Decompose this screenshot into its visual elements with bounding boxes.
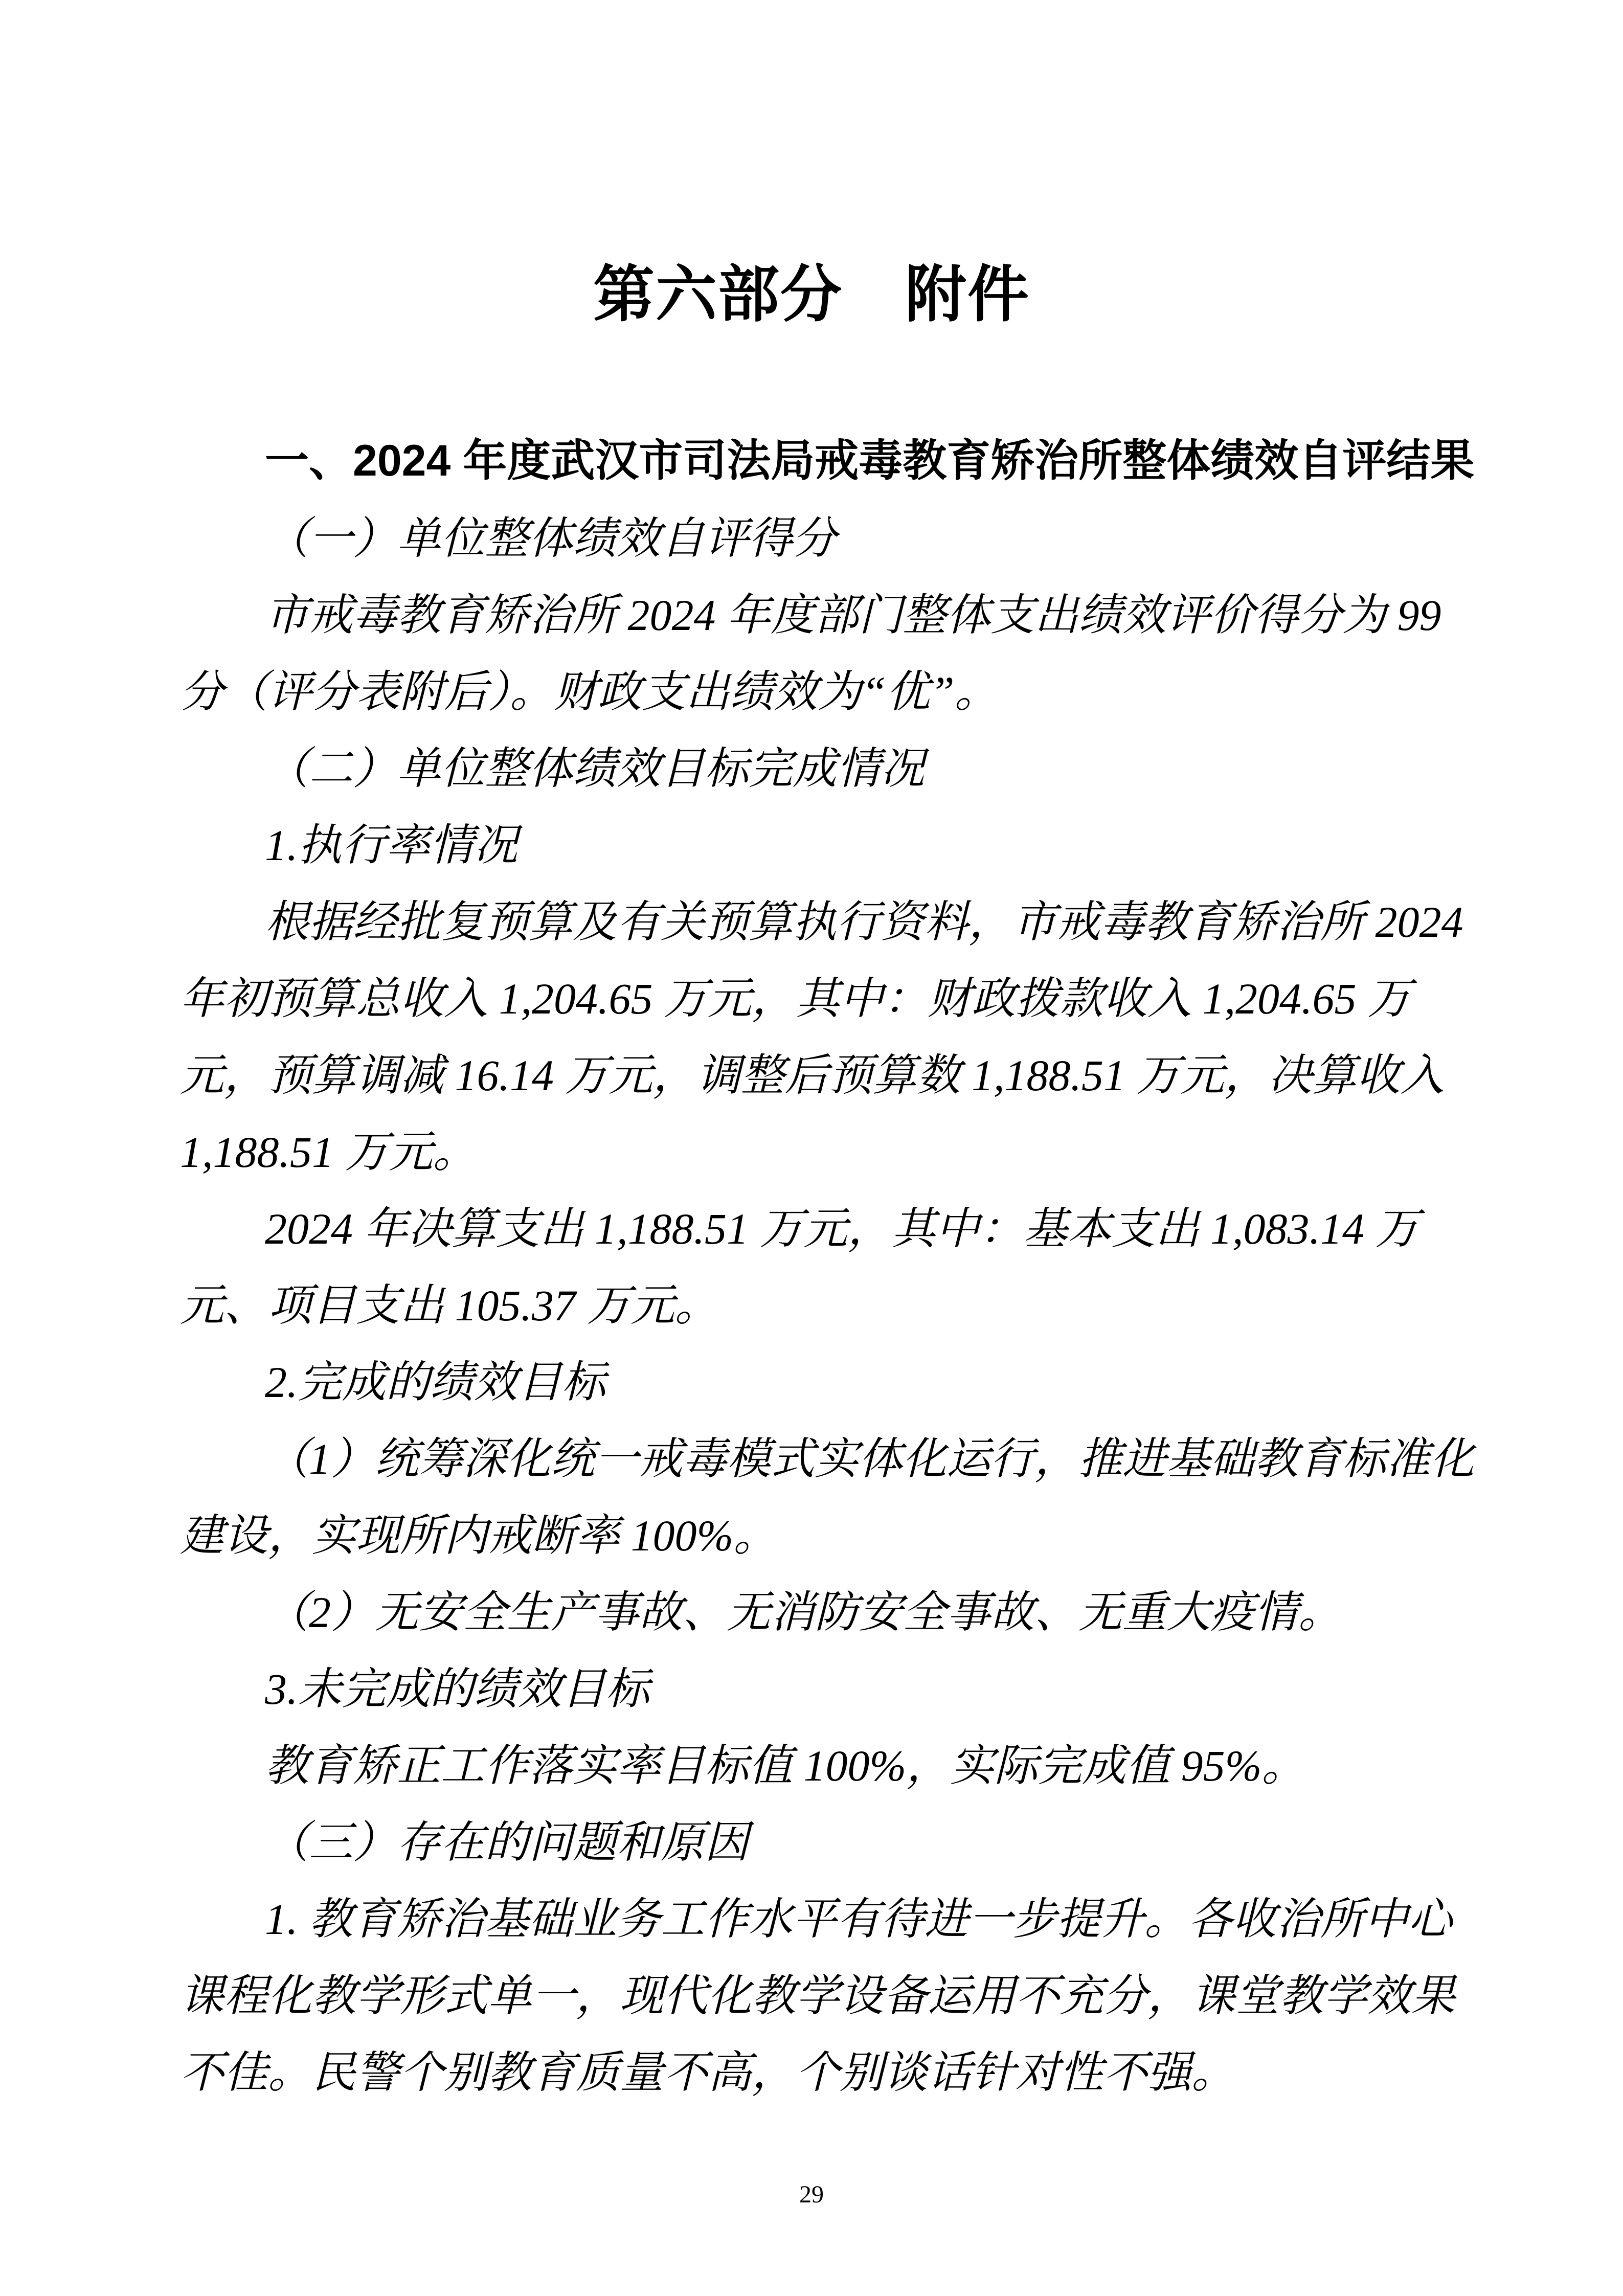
text-line: （一）单位整体绩效自评得分 (265, 514, 837, 563)
text-line: 不佳。民警个别教育质量不高，个别谈话针对性不强。 (180, 2048, 1235, 2097)
text-line: （二）单位整体绩效目标完成情况 (265, 744, 925, 793)
text-line: 2.完成的绩效目标 (265, 1358, 606, 1407)
text-line: 建设，实现所内戒断率 100%。 (180, 1511, 778, 1560)
text-line: 1. 教育矫治基础业务工作水平有待进一步提升。各收治所中心 (265, 1895, 1452, 1944)
text-line: 分（评分表附后）。财政支出绩效为“优”。 (180, 667, 999, 716)
page-title: 第六部分 附件 (593, 260, 1030, 329)
text-line: 1,188.51 万元。 (180, 1128, 477, 1177)
text-line: 元，预算调减 16.14 万元，调整后预算数 1,188.51 万元，决算收入 (180, 1051, 1445, 1100)
text-line: 教育矫正工作落实率目标值 100%，实际完成值 95%。 (265, 1741, 1306, 1790)
section-heading: 一、2024 年度武汉市司法局戒毒教育矫治所整体绩效自评结果 (265, 436, 1475, 485)
text-line: 市戒毒教育矫治所 2024 年度部门整体支出绩效评价得分为 99 (265, 591, 1441, 640)
text-line: 元、项目支出 105.37 万元。 (180, 1281, 719, 1330)
text-line: 根据经批复预算及有关预算执行资料，市戒毒教育矫治所 2024 (265, 897, 1463, 947)
text-line: （三）存在的问题和原因 (265, 1818, 749, 1867)
text-line: （2）无安全生产事故、无消防安全事故、无重大疫情。 (265, 1588, 1342, 1637)
text-line: 3.未完成的绩效目标 (265, 1664, 650, 1714)
text-line: （1）统筹深化统一戒毒模式实体化运行，推进基础教育标准化 (265, 1434, 1474, 1483)
text-line: 年初预算总收入 1,204.65 万元，其中：财政拨款收入 1,204.65 万 (180, 974, 1411, 1023)
page-number: 29 (799, 2181, 824, 2208)
text-line: 2024 年决算支出 1,188.51 万元，其中：基本支出 1,083.14 万 (265, 1204, 1419, 1253)
text-line: 1.执行率情况 (265, 821, 518, 870)
text-line: 课程化教学形式单一，现代化教学设备运用不充分，课堂教学效果 (180, 1971, 1455, 2020)
